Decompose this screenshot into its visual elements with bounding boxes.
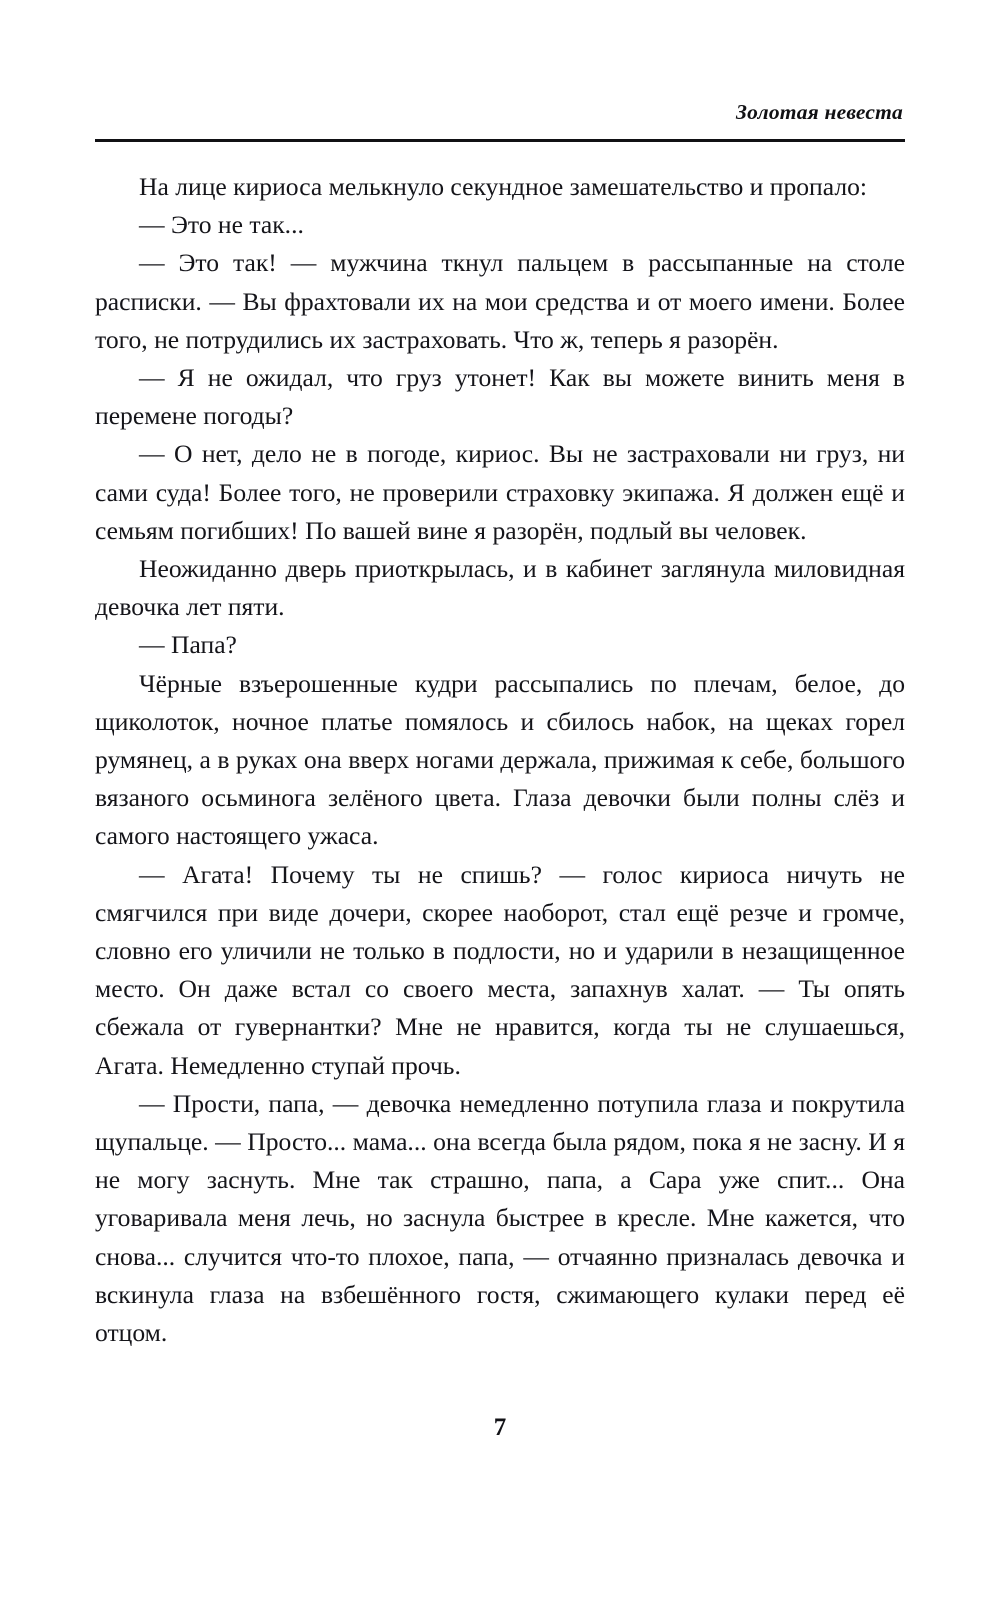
paragraph: Чёрные взъерошенные кудри рассыпались по плечам, белое, до щиколоток, ночное платье помялось и сбилось набок, на щеках горел румянец, а в руках она вверх ногами держала, прижимая к себе, большого вязаного осьминога зелёного цвета. Глаза девочки были полны слёз и самого настоящего ужаса. (95, 668, 905, 851)
paragraph: — О нет, дело не в погоде, кириос. Вы не застраховали ни груз, ни сами суда! Более того, не проверили страховку экипажа. Я должен ещё и семьям погибших! По вашей вине я разорён, подлый вы человек. (95, 439, 905, 545)
paragraph: — Я не ожидал, что груз утонет! Как вы можете винить меня в перемене погоды? (95, 363, 905, 431)
paragraph: — Папа? (139, 630, 237, 660)
paragraph: — Прости, папа, — девочка немедленно потупила глаза и покрутила щупальце. — Просто... мама... она всегда была рядом, пока я не засну. И я не могу заснуть. Мне так страшно, папа, а Сара уже спит... Она уговаривала меня лечь, но заснула быстрее в кресле. Мне кажется, что снова... случится что-то плохое, папа, — отчаянно призналась девочка и вскинула глаза на взбешённого гостя, сжимающего кулаки перед её отцом. (95, 1088, 905, 1348)
paragraph: — Агата! Почему ты не спишь? — голос кириоса ничуть не смягчился при виде дочери, скорее наоборот, стал ещё резче и громче, словно его уличили не только в подлости, но и ударили в незащищенное место. Он даже встал со своего места, запахнув халат. — Ты опять сбежала от гувернантки? Мне не нравится, когда ты не слушаешься, Агата. Немедленно ступай прочь. (95, 859, 905, 1080)
paragraph: На лице кириоса мелькнуло секундное замешательство и пропало: (139, 172, 868, 201)
paragraph: — Это не так... (139, 210, 304, 240)
header-divider (95, 139, 905, 142)
page-body (95, 168, 905, 1352)
running-head: Золотая невеста (736, 100, 903, 124)
paragraph: — Это так! — мужчина ткнул пальцем в рассыпанные на столе расписки. — Вы фрахтовали их на мои средства и от моего имени. Более того, не потрудились их застраховать. Что ж, теперь я разорён. (95, 248, 905, 354)
paragraph: Неожиданно дверь приоткрылась, и в кабинет заглянула миловидная девочка лет пяти. (95, 554, 905, 622)
page-number: 7 (493, 1414, 507, 1441)
